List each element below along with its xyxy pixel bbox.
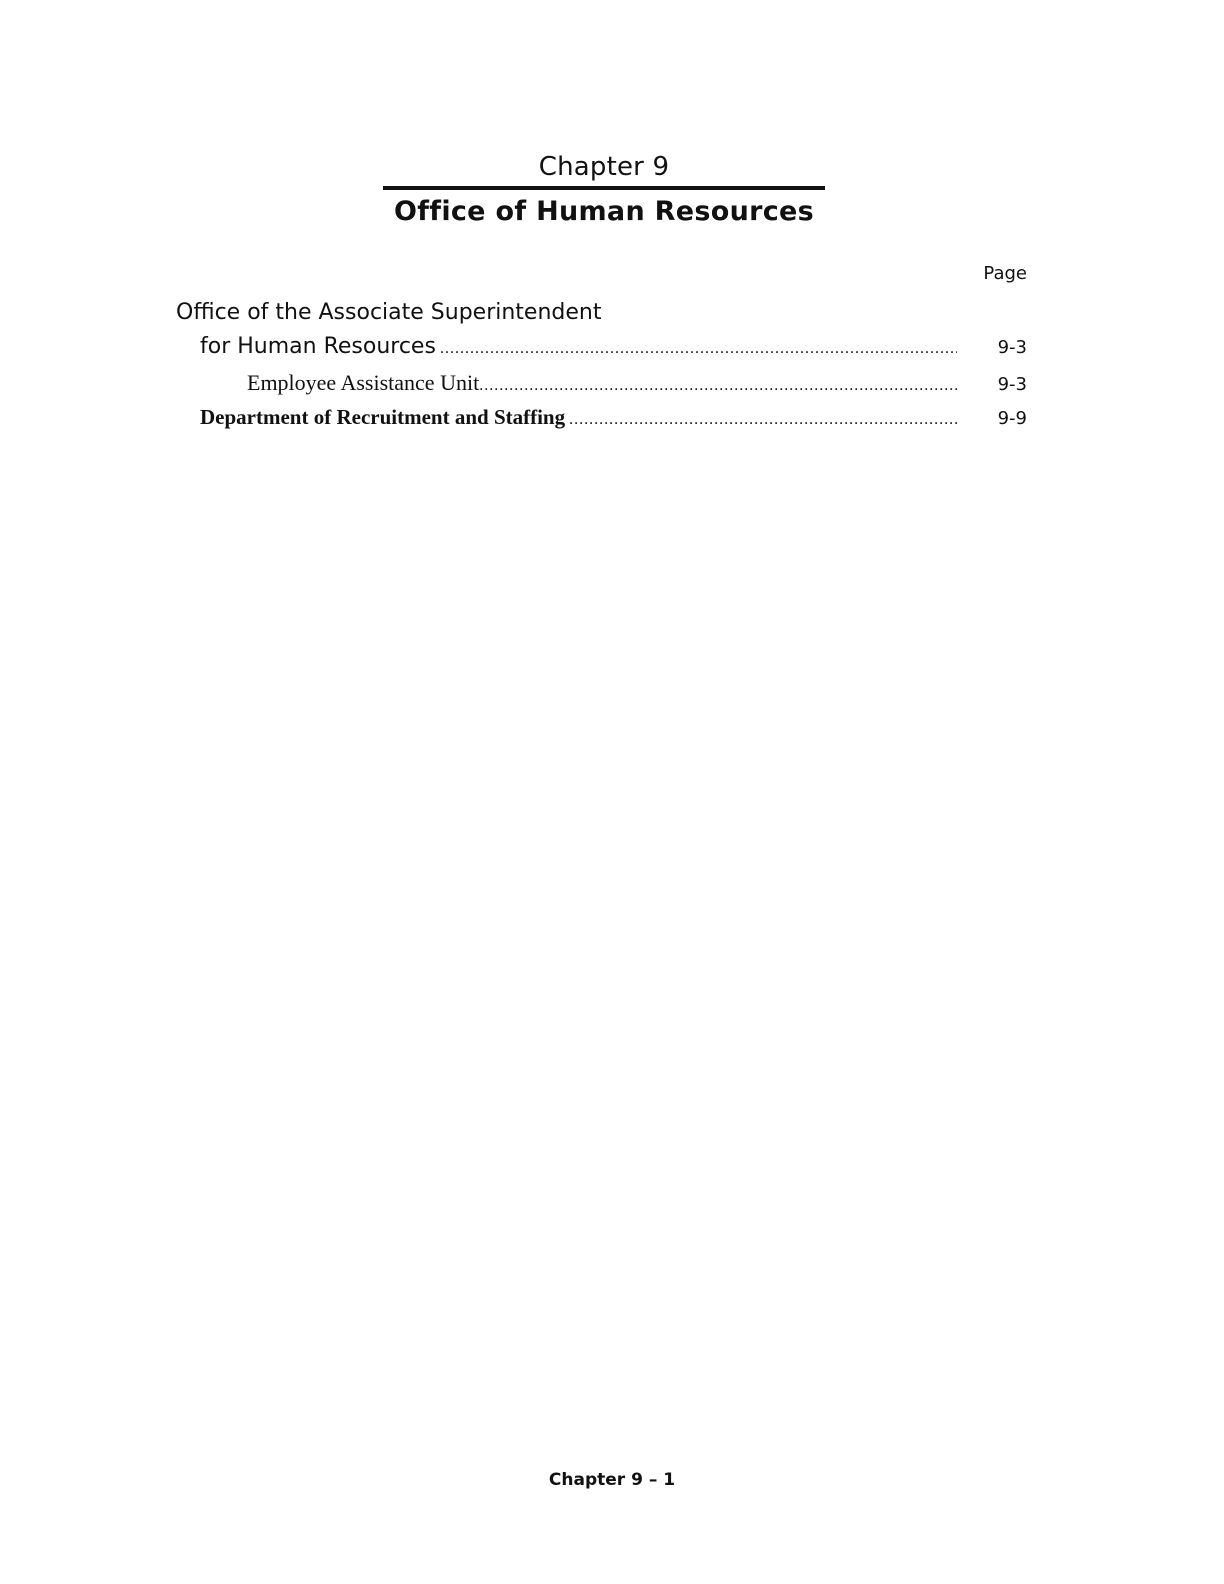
page-footer: Chapter 9 – 1 [548,1470,676,1490]
toc-entry-label: Employee Assistance Unit [247,370,480,395]
toc-entry-page: 9-3 [997,374,1027,395]
toc-entry[interactable] [200,334,1027,364]
toc-entry[interactable] [200,405,1027,435]
chapter-header [383,150,825,231]
toc-entry-label: for Human Resources [200,334,436,359]
toc-heading-line: Office of the Associate Superintendent [176,300,602,325]
toc-entry-page: 9-9 [997,408,1027,429]
dot-leader [440,340,957,358]
toc-entry-page: 9-3 [997,337,1027,358]
chapter-title: Office of Human Resources [393,196,815,227]
dot-leader [569,411,957,429]
toc-entry-label: Department of Recruitment and Staffing [200,405,566,429]
dot-leader [479,377,957,395]
page-column-label: Page [983,263,1027,284]
header-rule [383,186,825,190]
chapter-label: Chapter 9 [538,152,670,182]
toc-entry[interactable] [247,370,1027,400]
